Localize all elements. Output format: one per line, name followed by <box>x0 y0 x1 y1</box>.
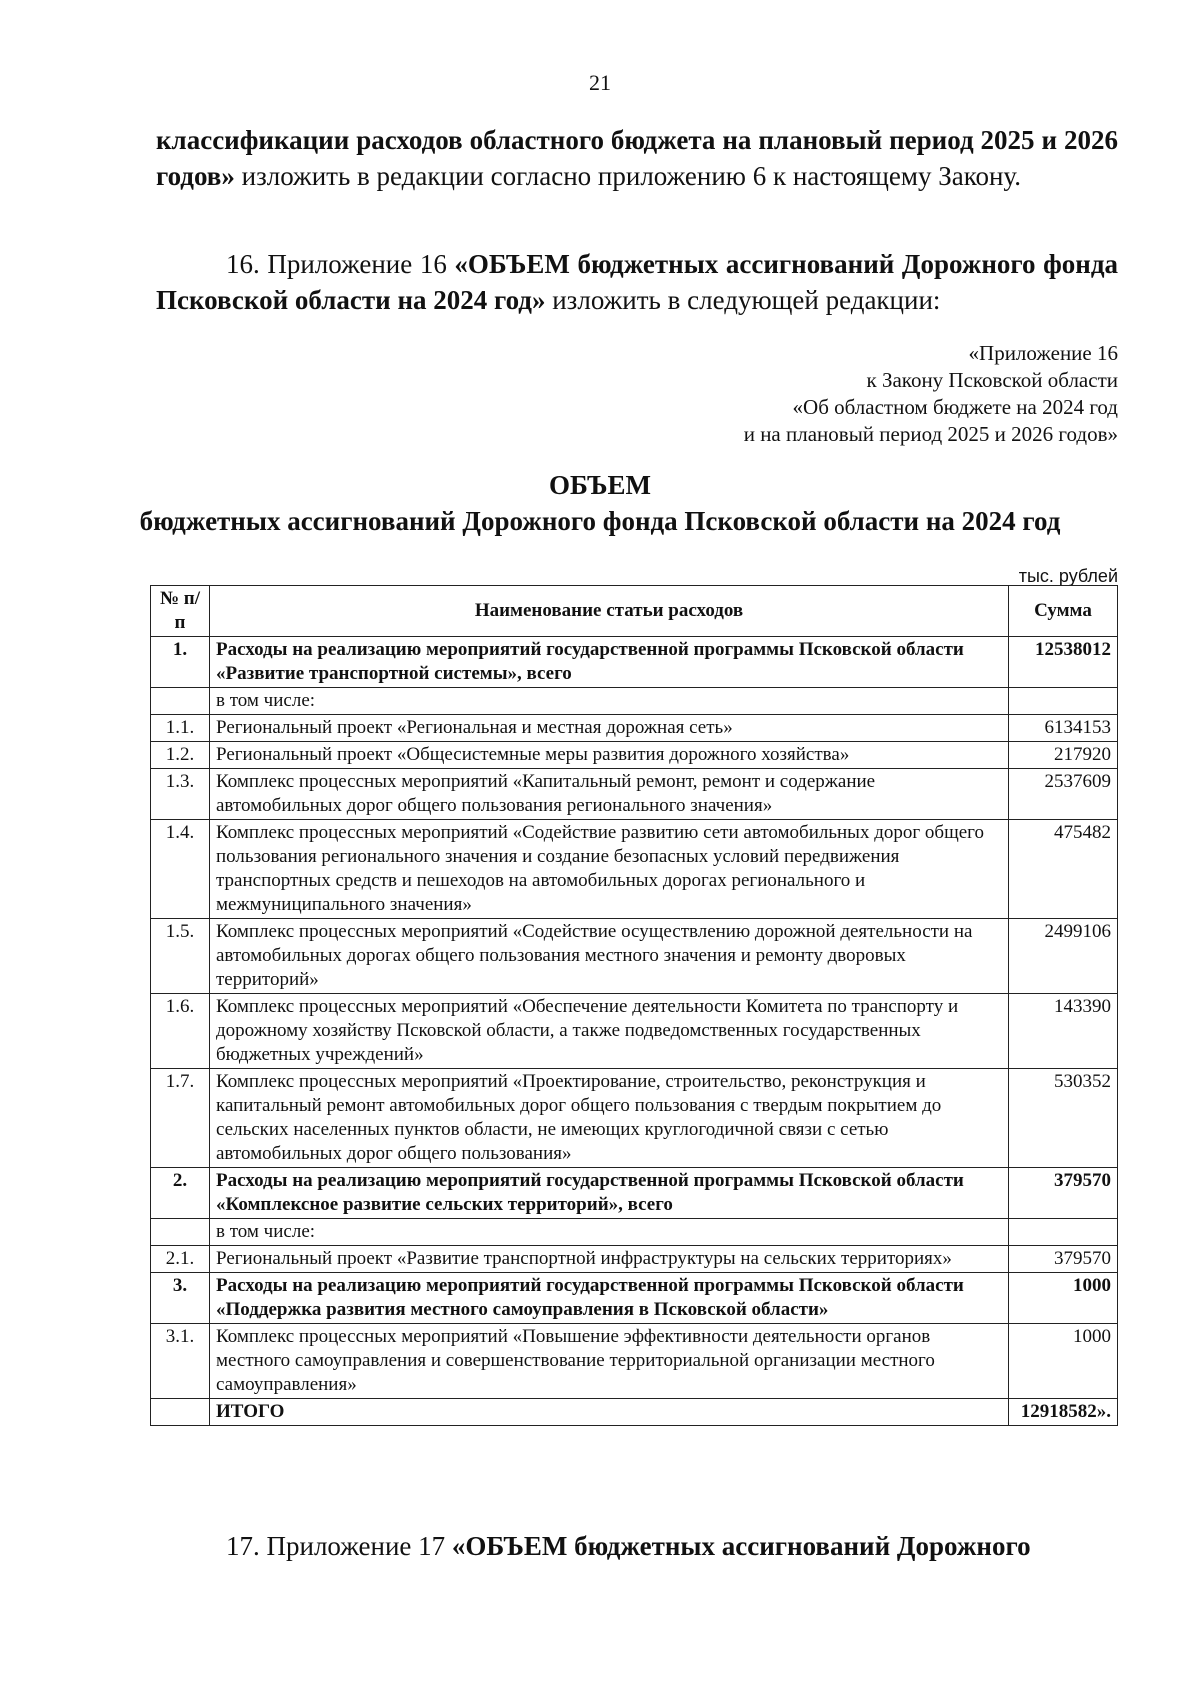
table-row <box>151 688 1118 715</box>
cell-name: Региональный проект «Развитие транспортной инфраструктуры на сельских территориях» <box>210 1246 1009 1273</box>
paragraph-15-end <box>156 122 1118 194</box>
cell-sum: 2537609 <box>1009 769 1118 820</box>
cell-name: Расходы на реализацию мероприятий государственной программы Псковской области «Комплексное развитие сельских территорий», всего <box>210 1168 1009 1219</box>
cell-name: в том числе: <box>210 1219 1009 1246</box>
cell-num: 2.1. <box>151 1246 210 1273</box>
cell-num: 3. <box>151 1273 210 1324</box>
table-row <box>151 1246 1118 1273</box>
cell-num: 1.6. <box>151 994 210 1069</box>
table-row <box>151 637 1118 688</box>
cell-name: Комплекс процессных мероприятий «Повышение эффективности деятельности органов местного самоуправления и совершенствование территориальной организации местного самоуправления» <box>210 1324 1009 1399</box>
header-name: Наименование статьи расходов <box>210 586 1009 637</box>
paragraph-15-text: изложить в редакции согласно приложению 6 к настоящему Закону. <box>234 161 1021 191</box>
paragraph-16-text: изложить в следующей редакции: <box>545 285 941 315</box>
page-number: 21 <box>589 70 611 95</box>
cell-sum: 475482 <box>1009 820 1118 919</box>
cell-num: 2. <box>151 1168 210 1219</box>
appendix-line-3: «Об областном бюджете на 2024 год <box>792 395 1118 419</box>
cell-num: 1.7. <box>151 1069 210 1168</box>
cell-num: 1.4. <box>151 820 210 919</box>
cell-num: 3.1. <box>151 1324 210 1399</box>
cell-name: Расходы на реализацию мероприятий государственной программы Псковской области «Поддержка развития местного самоуправления в Псковской области» <box>210 1273 1009 1324</box>
cell-name: Комплекс процессных мероприятий «Содействие осуществлению дорожной деятельности на автомобильных дорогах общего пользования местного значения и ремонту дворовых территорий» <box>210 919 1009 994</box>
units-label: тыс. рублей <box>1018 566 1118 586</box>
table-row <box>151 1273 1118 1324</box>
table-row <box>151 1219 1118 1246</box>
table-header-row <box>151 586 1118 637</box>
table-row <box>151 1168 1118 1219</box>
document-subtitle: бюджетных ассигнований Дорожного фонда Псковской области на 2024 год <box>139 506 1061 536</box>
table-row <box>151 715 1118 742</box>
budget-table <box>150 585 1118 1426</box>
table-body <box>151 637 1118 1426</box>
cell-num <box>151 1399 210 1426</box>
paragraph-16-lead: 16. Приложение 16 <box>226 249 455 279</box>
paragraph-15-bold: классификации расходов областного бюджета на плановый период 2025 и 2026 годов» <box>156 125 1118 191</box>
table-row <box>151 769 1118 820</box>
cell-sum: 379570 <box>1009 1246 1118 1273</box>
cell-sum: 1000 <box>1009 1324 1118 1399</box>
paragraph-17 <box>156 1528 1118 1564</box>
table-row <box>151 1399 1118 1426</box>
table-row <box>151 1324 1118 1399</box>
cell-name: ИТОГО <box>210 1399 1009 1426</box>
cell-sum: 1000 <box>1009 1273 1118 1324</box>
cell-name: Расходы на реализацию мероприятий государственной программы Псковской области «Развитие транспортной системы», всего <box>210 637 1009 688</box>
cell-sum: 217920 <box>1009 742 1118 769</box>
cell-sum <box>1009 1219 1118 1246</box>
cell-name: Комплекс процессных мероприятий «Обеспечение деятельности Комитета по транспорту и дорожному хозяйству Псковской области, а также подведомственных государственных бюджетных учреждений» <box>210 994 1009 1069</box>
cell-sum: 530352 <box>1009 1069 1118 1168</box>
cell-num <box>151 688 210 715</box>
appendix-line-2: к Закону Псковской области <box>866 368 1118 392</box>
paragraph-17-lead: 17. Приложение 17 <box>226 1531 452 1561</box>
table-row <box>151 820 1118 919</box>
cell-num: 1.5. <box>151 919 210 994</box>
cell-name: Комплекс процессных мероприятий «Капитальный ремонт, ремонт и содержание автомобильных дорог общего пользования регионального значения» <box>210 769 1009 820</box>
cell-sum: 12538012 <box>1009 637 1118 688</box>
appendix-line-4: и на плановый период 2025 и 2026 годов» <box>743 422 1118 446</box>
paragraph-16 <box>156 246 1118 318</box>
cell-name: Региональный проект «Региональная и местная дорожная сеть» <box>210 715 1009 742</box>
cell-sum <box>1009 688 1118 715</box>
cell-sum: 143390 <box>1009 994 1118 1069</box>
table-row <box>151 919 1118 994</box>
cell-sum: 6134153 <box>1009 715 1118 742</box>
paragraph-17-bold: «ОБЪЕМ бюджетных ассигнований Дорожного <box>451 1531 1031 1561</box>
paragraph-16-bold: «ОБЪЕМ бюджетных ассигнований Дорожного фонда Псковской области на 2024 год» <box>156 249 1118 315</box>
appendix-header <box>744 340 1118 448</box>
cell-num: 1. <box>151 637 210 688</box>
cell-name: в том числе: <box>210 688 1009 715</box>
cell-sum: 12918582». <box>1009 1399 1118 1426</box>
cell-name: Региональный проект «Общесистемные меры развития дорожного хозяйства» <box>210 742 1009 769</box>
cell-sum: 379570 <box>1009 1168 1118 1219</box>
cell-num <box>151 1219 210 1246</box>
cell-name: Комплекс процессных мероприятий «Проектирование, строительство, реконструкция и капитальный ремонт автомобильных дорог общего пользования с твердым покрытием до сельских населенных пунктов области, не имеющих круглогодичной связи с сетью автомобильных дорог общего пользования» <box>210 1069 1009 1168</box>
table-row <box>151 994 1118 1069</box>
cell-sum: 2499106 <box>1009 919 1118 994</box>
header-sum: Сумма <box>1009 586 1118 637</box>
header-num: № п/п <box>151 586 210 637</box>
cell-num: 1.3. <box>151 769 210 820</box>
cell-num: 1.2. <box>151 742 210 769</box>
cell-name: Комплекс процессных мероприятий «Содействие развитию сети автомобильных дорог общего пользования регионального значения и создание безопасных условий передвижения транспортных средств и пешеходов на автомобильных дорогах регионального и межмуниципального значения» <box>210 820 1009 919</box>
document-title: ОБЪЕМ <box>549 470 651 500</box>
appendix-line-1: «Приложение 16 <box>968 341 1118 365</box>
table-row <box>151 742 1118 769</box>
cell-num: 1.1. <box>151 715 210 742</box>
table-row <box>151 1069 1118 1168</box>
